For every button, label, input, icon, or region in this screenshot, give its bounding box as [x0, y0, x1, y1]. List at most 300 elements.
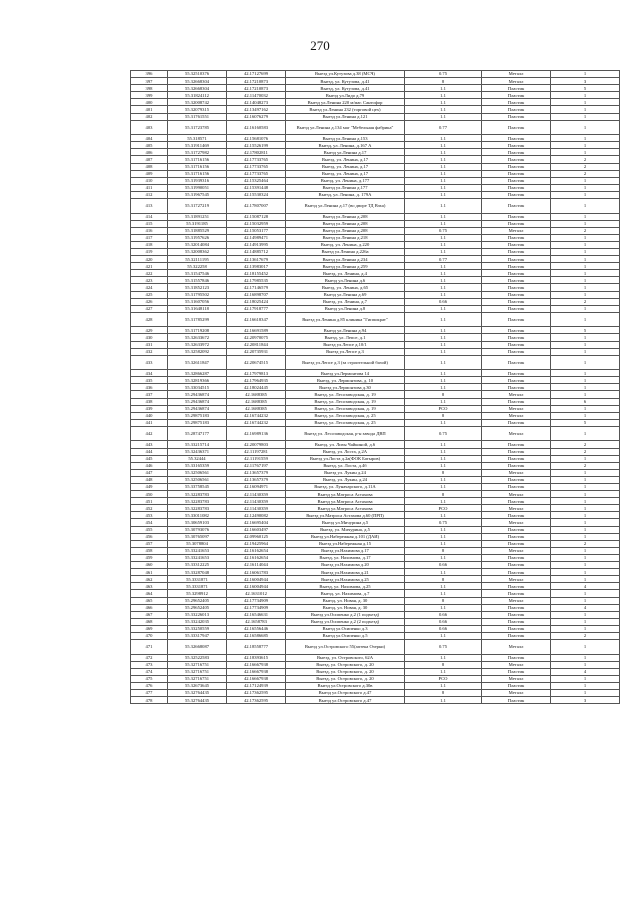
latitude-cell: 55.31761551	[168, 113, 227, 120]
row-number-cell: 429	[131, 327, 168, 334]
volume-cell: 8	[405, 661, 482, 668]
count-cell: 1	[551, 654, 620, 661]
latitude-cell: 55.322258	[168, 263, 227, 270]
address-cell: Выезд ул.Нахимова д.20	[286, 562, 405, 569]
table-row	[131, 426, 620, 441]
longitude-cell: 42.11430359	[227, 491, 286, 498]
latitude-cell: 55.32283783	[168, 505, 227, 512]
row-number-cell: 437	[131, 391, 168, 398]
volume-cell: 1.1	[405, 341, 482, 348]
table-row	[131, 632, 620, 639]
row-number-cell: 418	[131, 241, 168, 248]
latitude-cell: 55.31957626	[168, 234, 227, 241]
count-cell: 1	[551, 590, 620, 597]
material-cell: Пластик	[482, 270, 551, 277]
material-cell: Пластик	[482, 618, 551, 625]
material-cell: Пластик	[482, 512, 551, 519]
latitude-cell: 55.31824112	[168, 92, 227, 99]
latitude-cell: 55.29436874	[168, 391, 227, 398]
longitude-cell: 42.15526199	[227, 142, 286, 149]
volume-cell: 0.75	[405, 71, 482, 78]
row-number-cell: 456	[131, 533, 168, 540]
longitude-cell: 42.1688385	[227, 405, 286, 412]
material-cell: Пластик	[482, 234, 551, 241]
address-cell: Выезд ул.Островского д.47	[286, 697, 405, 704]
material-cell: Металл	[482, 491, 551, 498]
count-cell: 1	[551, 71, 620, 78]
latitude-cell: 55.31716156	[168, 170, 227, 177]
volume-cell: 8	[405, 690, 482, 697]
latitude-cell: 55.33034515	[168, 384, 227, 391]
row-number-cell: 440	[131, 412, 168, 419]
count-cell: 1	[551, 576, 620, 583]
row-number-cell: 399	[131, 92, 168, 99]
latitude-cell: 55.32716751	[168, 675, 227, 682]
address-cell: Выезд ул.Ленина д.234	[286, 256, 405, 263]
latitude-cell: 55.29875183	[168, 419, 227, 426]
row-number-cell: 468	[131, 618, 168, 625]
address-cell: Выезд ул.Матроса Астахова д.60 (ПРП)	[286, 512, 405, 519]
longitude-cell: 42.16691589	[227, 327, 286, 334]
count-cell: 1	[551, 142, 620, 149]
count-cell: 1	[551, 277, 620, 284]
table-row	[131, 270, 620, 277]
volume-cell: 1.1	[405, 370, 482, 377]
volume-cell: 1.1	[405, 498, 482, 505]
count-cell: 1	[551, 690, 620, 697]
longitude-cell: 42.16004944	[227, 583, 286, 590]
volume-cell: 1.1	[405, 462, 482, 469]
material-cell: Пластик	[482, 377, 551, 384]
material-cell: Металл	[482, 505, 551, 512]
count-cell: 2	[551, 632, 620, 639]
longitude-cell: 42.1631012	[227, 590, 286, 597]
material-cell: Пластик	[482, 476, 551, 483]
address-cell: Выезд ул.Лепсе д.3 (за строительной базой)	[286, 355, 405, 370]
count-cell: 3	[551, 697, 620, 704]
volume-cell: 1.1	[405, 654, 482, 661]
latitude-cell: 55.31716156	[168, 163, 227, 170]
longitude-cell: 42.16076279	[227, 113, 286, 120]
row-number-cell: 400	[131, 99, 168, 106]
row-number-cell: 469	[131, 625, 168, 632]
address-cell: Выезд, ул. Ленина, д.167 А	[286, 142, 405, 149]
row-number-cell: 434	[131, 370, 168, 377]
longitude-cell: 42.16989136	[227, 426, 286, 441]
material-cell: Металл	[482, 426, 551, 441]
material-cell: Пластик	[482, 291, 551, 298]
volume-cell: 1.1	[405, 540, 482, 547]
latitude-cell: 55.31967545	[168, 191, 227, 198]
address-cell: Выезд ул.Лепсе д.3	[286, 348, 405, 355]
address-cell: Выезд, ул. Лоста, д.4б	[286, 462, 405, 469]
longitude-cell: 42.18393615	[227, 654, 286, 661]
row-number-cell: 443	[131, 441, 168, 448]
material-cell: Пластик	[482, 106, 551, 113]
material-cell: Пластик	[482, 590, 551, 597]
count-cell: 1	[551, 334, 620, 341]
table-row	[131, 675, 620, 682]
row-number-cell: 460	[131, 562, 168, 569]
row-number-cell: 445	[131, 455, 168, 462]
row-number-cell: 412	[131, 191, 168, 198]
latitude-cell: 55.318571	[168, 135, 227, 142]
address-cell: Выезд, ул. Ленина, д.220	[286, 241, 405, 248]
address-cell: Выезд ул.Ленина д.134 маг "Мебельная фабрика"	[286, 120, 405, 135]
count-cell: 1	[551, 177, 620, 184]
longitude-cell: 42.14989471	[227, 234, 286, 241]
material-cell: Пластик	[482, 370, 551, 377]
count-cell: 2	[551, 540, 620, 547]
count-cell: 1	[551, 234, 620, 241]
volume-cell: 0.75	[405, 640, 482, 655]
address-cell: Выезд ул.Лепсе д.10/1	[286, 341, 405, 348]
count-cell: 1	[551, 191, 620, 198]
latitude-cell: 55.3078804	[168, 540, 227, 547]
row-number-cell: 448	[131, 476, 168, 483]
address-cell: Выезд, ул. Новая, д. 30	[286, 604, 405, 611]
material-cell: Металл	[482, 661, 551, 668]
address-cell: Выезд, ул. Ленина, д.17	[286, 163, 405, 170]
count-cell: 1	[551, 519, 620, 526]
latitude-cell: 55.33226013	[168, 611, 227, 618]
table-row	[131, 298, 620, 305]
table-row	[131, 135, 620, 142]
volume-cell: 1.1	[405, 184, 482, 191]
table-row	[131, 562, 620, 569]
material-cell: Пластик	[482, 654, 551, 661]
latitude-cell: 55.33011082	[168, 512, 227, 519]
table-row	[131, 113, 620, 120]
row-number-cell: 402	[131, 113, 168, 120]
row-number-cell: 466	[131, 604, 168, 611]
longitude-cell: 42.16094971	[227, 484, 286, 491]
longitude-cell: 42.16603497	[227, 526, 286, 533]
table-row	[131, 540, 620, 547]
volume-cell: 1.1	[405, 312, 482, 327]
row-number-cell: 403	[131, 120, 168, 135]
table-row	[131, 526, 620, 533]
longitude-cell: 42.17362595	[227, 690, 286, 697]
table-row	[131, 291, 620, 298]
material-cell: Пластик	[482, 284, 551, 291]
count-cell: 1	[551, 498, 620, 505]
volume-cell: 8	[405, 391, 482, 398]
material-cell: Пластик	[482, 583, 551, 590]
latitude-cell: 55.29652405	[168, 604, 227, 611]
volume-cell: 8	[405, 469, 482, 476]
count-cell: 1	[551, 455, 620, 462]
latitude-cell: 55.33241653	[168, 547, 227, 554]
longitude-cell: 42.16162654	[227, 547, 286, 554]
volume-cell: 1.1	[405, 512, 482, 519]
table-row	[131, 476, 620, 483]
latitude-cell: 55.31727219	[168, 199, 227, 214]
latitude-cell: 55.31557846	[168, 277, 227, 284]
row-number-cell: 444	[131, 448, 168, 455]
longitude-cell: 42.1658783	[227, 618, 286, 625]
latitude-cell: 55.33312225	[168, 562, 227, 569]
row-number-cell: 478	[131, 697, 168, 704]
address-cell: Выезд, ул. Лесозаводская, д. 19	[286, 405, 405, 412]
volume-cell: 1.1	[405, 604, 482, 611]
volume-cell: 0.66	[405, 298, 482, 305]
address-cell: Выезд ул.Матроса Астахова	[286, 498, 405, 505]
material-cell: Пластик	[482, 540, 551, 547]
table-row	[131, 106, 620, 113]
count-cell: 5	[551, 85, 620, 92]
latitude-cell: 55.32716751	[168, 661, 227, 668]
longitude-cell: 42.13983017	[227, 263, 286, 270]
row-number-cell: 415	[131, 220, 168, 227]
table-row	[131, 92, 620, 99]
count-cell: 1	[551, 640, 620, 655]
material-cell: Металл	[482, 405, 551, 412]
table-row	[131, 234, 620, 241]
volume-cell: 1.1	[405, 526, 482, 533]
longitude-cell: 42.18558777	[227, 640, 286, 655]
address-cell: Выезд, ул. Нахимова, д.17	[286, 554, 405, 561]
material-cell: Пластик	[482, 533, 551, 540]
material-cell: Пластик	[482, 455, 551, 462]
longitude-cell: 42.13497162	[227, 106, 286, 113]
longitude-cell: 42.16586685	[227, 632, 286, 639]
latitude-cell: 55.32008742	[168, 99, 227, 106]
latitude-cell: 55.29436874	[168, 398, 227, 405]
count-cell: 1	[551, 569, 620, 576]
table-row	[131, 412, 620, 419]
volume-cell: 1.1	[405, 177, 482, 184]
table-row	[131, 405, 620, 412]
row-number-cell: 446	[131, 462, 168, 469]
table-row	[131, 99, 620, 106]
longitude-cell: 42.17734909	[227, 597, 286, 604]
material-cell: Пластик	[482, 448, 551, 455]
row-number-cell: 450	[131, 491, 168, 498]
material-cell: Пластик	[482, 334, 551, 341]
address-cell: Выезд, ул. Новая, д. 30	[286, 597, 405, 604]
table-row	[131, 312, 620, 327]
count-cell: 1	[551, 341, 620, 348]
row-number-cell: 422	[131, 270, 168, 277]
table-row	[131, 419, 620, 426]
volume-cell: 1.1	[405, 419, 482, 426]
row-number-cell: 397	[131, 78, 168, 85]
address-cell: Выезд ул.Осипенко д.2 (1 подъезд)	[286, 611, 405, 618]
table-row	[131, 163, 620, 170]
material-cell: Металл	[482, 519, 551, 526]
latitude-cell: 55.32444	[168, 455, 227, 462]
count-cell: 1	[551, 526, 620, 533]
row-number-cell: 454	[131, 519, 168, 526]
material-cell: Пластик	[482, 441, 551, 448]
volume-cell: РСО	[405, 405, 482, 412]
address-cell: Выезд ул.Ленина д.85 клиника "Гиппократ"	[286, 312, 405, 327]
count-cell: 1	[551, 384, 620, 391]
table-row	[131, 611, 620, 618]
address-cell: Выезд ул. Лесозаводская, р-н завода ДВП	[286, 426, 405, 441]
latitude-cell: 55.29875183	[168, 412, 227, 419]
longitude-cell: 42.17362595	[227, 697, 286, 704]
row-number-cell: 416	[131, 227, 168, 234]
count-cell: 1	[551, 106, 620, 113]
row-number-cell: 442	[131, 426, 168, 441]
count-cell: 1	[551, 426, 620, 441]
latitude-cell: 55.31885529	[168, 227, 227, 234]
latitude-cell: 55.32008362	[168, 248, 227, 255]
row-number-cell: 451	[131, 498, 168, 505]
latitude-cell: 55.32582092	[168, 348, 227, 355]
latitude-cell: 55.32819366	[168, 377, 227, 384]
volume-cell: 1.1	[405, 348, 482, 355]
address-cell: Выезд, ул. Ленина, д.65	[286, 284, 405, 291]
volume-cell: 1.1	[405, 220, 482, 227]
row-number-cell: 406	[131, 149, 168, 156]
table-body	[131, 71, 620, 704]
longitude-cell: 42.13657379	[227, 469, 286, 476]
count-cell: 1	[551, 149, 620, 156]
row-number-cell: 470	[131, 632, 168, 639]
volume-cell: 1.1	[405, 334, 482, 341]
latitude-cell: 55.33758545	[168, 484, 227, 491]
address-cell: Выезд ул.Лермонтова 14	[286, 370, 405, 377]
row-number-cell: 427	[131, 305, 168, 312]
longitude-cell: 42.18024445	[227, 384, 286, 391]
table-row	[131, 120, 620, 135]
latitude-cell: 55.32510376	[168, 71, 227, 78]
count-cell: 2	[551, 156, 620, 163]
table-row	[131, 71, 620, 78]
count-cell: 1	[551, 92, 620, 99]
volume-cell: 8	[405, 576, 482, 583]
count-cell: 1	[551, 491, 620, 498]
address-cell: Выезд ул.Ленина д.218	[286, 234, 405, 241]
table-row	[131, 462, 620, 469]
longitude-cell: 42.16160583	[227, 120, 286, 135]
material-cell: Пластик	[482, 355, 551, 370]
row-number-cell: 420	[131, 256, 168, 263]
latitude-cell: 55.32668304	[168, 78, 227, 85]
longitude-cell: 42.11470032	[227, 92, 286, 99]
material-cell: Пластик	[482, 384, 551, 391]
volume-cell: 0.77	[405, 120, 482, 135]
count-cell: 1	[551, 554, 620, 561]
row-number-cell: 453	[131, 512, 168, 519]
latitude-cell: 55.29652405	[168, 597, 227, 604]
count-cell: 1	[551, 476, 620, 483]
longitude-cell: 42.17985535	[227, 277, 286, 284]
address-cell: Выезд ул.Ленина д.208	[286, 227, 405, 234]
table-row	[131, 604, 620, 611]
address-cell: Выезд ул.Ленина д.259	[286, 263, 405, 270]
volume-cell: 1.1	[405, 170, 482, 177]
table-row	[131, 512, 620, 519]
address-cell: Выезд ул.Лоста д.2а(ФОК Батыров)	[286, 455, 405, 462]
longitude-cell: 42.17733765	[227, 163, 286, 170]
latitude-cell: 55.33287048	[168, 569, 227, 576]
address-cell: Выезд, ул. Лоста, д.2А	[286, 448, 405, 455]
row-number-cell: 435	[131, 377, 168, 384]
table-row	[131, 682, 620, 689]
longitude-cell: 42.17802811	[227, 149, 286, 156]
volume-cell: 0.77	[405, 256, 482, 263]
volume-cell: 1.1	[405, 85, 482, 92]
material-cell: Пластик	[482, 135, 551, 142]
latitude-cell: 55.32283783	[168, 498, 227, 505]
longitude-cell: 42.15681076	[227, 135, 286, 142]
row-number-cell: 459	[131, 554, 168, 561]
address-cell: Выезд ул.Ленина д.94	[286, 327, 405, 334]
address-cell: Выезд, ул. Лесозаводская, д. 25	[286, 419, 405, 426]
address-cell: Выезд ул.Ленина д.17 (во дворе ТД Вэха)	[286, 199, 405, 214]
latitude-cell: 55.33317947	[168, 632, 227, 639]
address-cell: Выезд, ул. Луначарского, д.11А	[286, 484, 405, 491]
table-row	[131, 156, 620, 163]
table-row	[131, 519, 620, 526]
address-cell: Выезд, ул. Кутузова, д.41	[286, 78, 405, 85]
material-cell: Пластик	[482, 526, 551, 533]
volume-cell: 0.66	[405, 611, 482, 618]
address-cell: Выезд, ул. Ленина, д.17	[286, 156, 405, 163]
table-row	[131, 391, 620, 398]
material-cell: Пластик	[482, 184, 551, 191]
longitude-cell: 42.16667938	[227, 668, 286, 675]
longitude-cell: 42.1688385	[227, 398, 286, 405]
count-cell: 2	[551, 298, 620, 305]
address-cell: Выезд ул.Ленина д.208	[286, 220, 405, 227]
latitude-cell: 55.3331871	[168, 583, 227, 590]
volume-cell: 1.1	[405, 668, 482, 675]
volume-cell: 1.1	[405, 199, 482, 214]
latitude-cell: 55.33215714	[168, 441, 227, 448]
table-row	[131, 170, 620, 177]
address-cell: Выезд, ул. Ленина, д.17	[286, 170, 405, 177]
latitude-cell: 55.33165359	[168, 462, 227, 469]
latitude-cell: 55.32506561	[168, 469, 227, 476]
address-cell: Выезд, ул. Ленина, д.7	[286, 298, 405, 305]
longitude-cell: 42.20735931	[227, 348, 286, 355]
table-row	[131, 597, 620, 604]
volume-cell: 8	[405, 491, 482, 498]
volume-cell: 1.1	[405, 441, 482, 448]
count-cell: 1	[551, 355, 620, 370]
longitude-cell: 42.13657379	[227, 476, 286, 483]
latitude-cell: 55.32716751	[168, 668, 227, 675]
row-number-cell: 439	[131, 405, 168, 412]
row-number-cell: 419	[131, 248, 168, 255]
table-row	[131, 491, 620, 498]
address-cell: Выезд, ул. Островского, д. 20	[286, 661, 405, 668]
table-row	[131, 455, 620, 462]
table-row	[131, 149, 620, 156]
volume-cell: 1.1	[405, 142, 482, 149]
material-cell: Пластик	[482, 170, 551, 177]
address-cell: Выезд ул.Осипенко д.2 (2 подъезд)	[286, 618, 405, 625]
address-cell: Выезд ул.Островского д.47	[286, 690, 405, 697]
count-cell: 4	[551, 604, 620, 611]
material-cell: Металл	[482, 576, 551, 583]
latitude-cell: 55.31648118	[168, 305, 227, 312]
latitude-cell: 55.32436371	[168, 448, 227, 455]
count-cell: 5	[551, 327, 620, 334]
table-row	[131, 284, 620, 291]
count-cell: 1	[551, 184, 620, 191]
row-number-cell: 472	[131, 654, 168, 661]
address-cell: Выезд, ул. Кутузова, д.41	[286, 85, 405, 92]
latitude-cell: 55.31547546	[168, 270, 227, 277]
longitude-cell: 42.17124939	[227, 682, 286, 689]
latitude-cell: 55.32079315	[168, 106, 227, 113]
